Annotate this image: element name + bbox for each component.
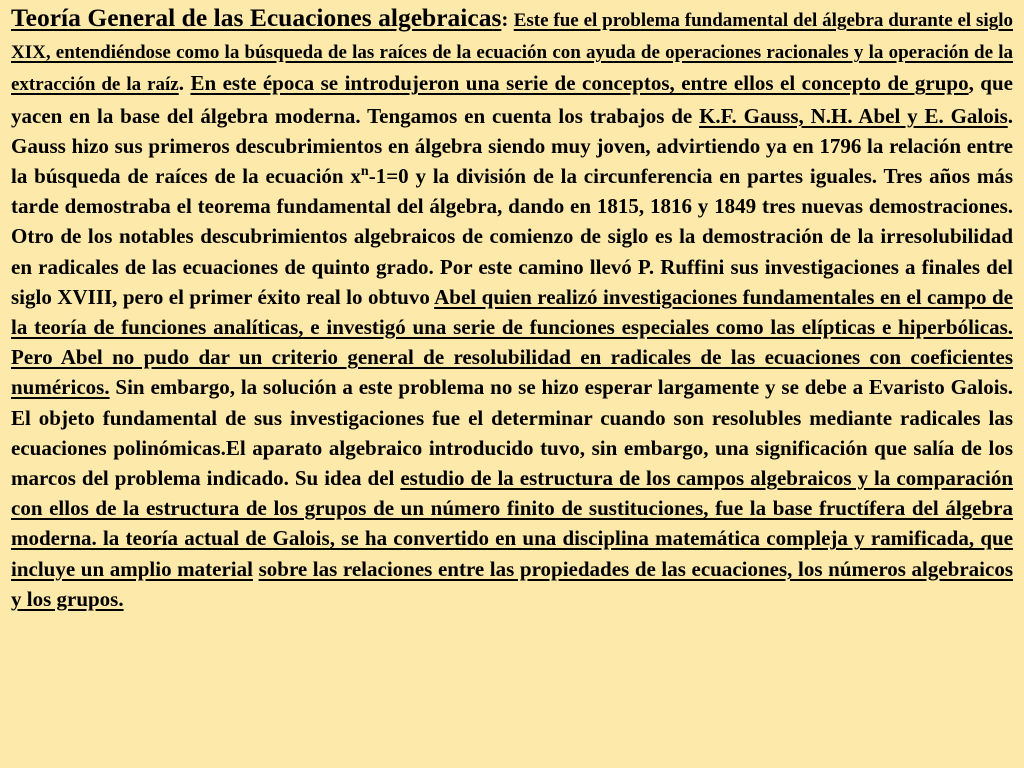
segment-exponent: n [360,164,369,180]
segment-galois-structure: estudio de la estructura de los campos algebraicos y la comparación con ellos de la estructura de los grupos de un número finito de sustituciones, fue la base fructífera del álgebra moderna. la teoría actual de Galois, se ha convertido en una disciplina matemática compleja y ramificada, que incluye un amplio material [11,466,1014,581]
segment-authors: K.F. Gauss, N.H. Abel y E. Galois [699,103,1008,128]
segment-intro-definition: Este fue el problema fundamental del álgebra durante el siglo XIX, entendiéndose como la búsqueda de las raíces de la ecuación con ayuda de operaciones racionales y la operación de la extracción de la raíz [11,10,1013,96]
segment-period: . [178,71,191,96]
segment-gauss: . Gauss hizo sus primeros descubrimientos en álgebra siendo muy joven, advirtiendo ya en 1796 la relación entre la búsqueda de raíces de la ecuación x [11,103,1013,189]
segment-modern-algebra: , que yacen en la base del álgebra moderna. Tengamos en cuenta los trabajos de [11,71,1013,128]
segment-galois: Sin embargo, la solución a este problema no se hizo esperar largamente y se debe a Evaristo Galois. El objeto fundamental de sus investigaciones fue el determinar cuando son resolubles mediante radicales las ecuaciones polinómicas.El aparato algebraico introducido tuvo, sin embargo, una significación que salía de los marcos del problema indicado. Su idea del [11,375,1013,491]
segment-group-concept: En este época se introdujeron una serie de conceptos, entre ellos el concepto de grupo [190,71,969,96]
segment-relations: sobre las relaciones entre las propiedades de las ecuaciones, los números algebraicos y los grupos. [11,556,1014,611]
segment-abel: Abel quien realizó investigaciones fundamentales en el campo de la teoría de funciones analíticas, e investigó una serie de funciones especiales como las elípticas e hiperbólicas. Pero Abel no pudo dar un criterio general de resolubilidad en radicales de las ecuaciones con coeficientes numéricos. [11,284,1013,400]
title-colon: : [501,7,514,31]
document-title: Teoría General de las Ecuaciones algebraicas [11,3,502,32]
segment-ruffini: -1=0 y la división de la circunferencia en partes iguales. Tres años más tarde demostraba el teorema fundamental del álgebra, dando en 1815, 1816 y 1849 tres nuevas demostraciones. Otro de los notables descubrimientos algebraicos de comienzo de siglo es la demostración de la irresolubilidad en radicales de las ecuaciones de quinto grado. Por este camino llevó P. Ruffini sus investigaciones a finales del siglo XVIII, pero el primer éxito real lo obtuvo [11,164,1013,309]
body-paragraph [11,3,1013,614]
